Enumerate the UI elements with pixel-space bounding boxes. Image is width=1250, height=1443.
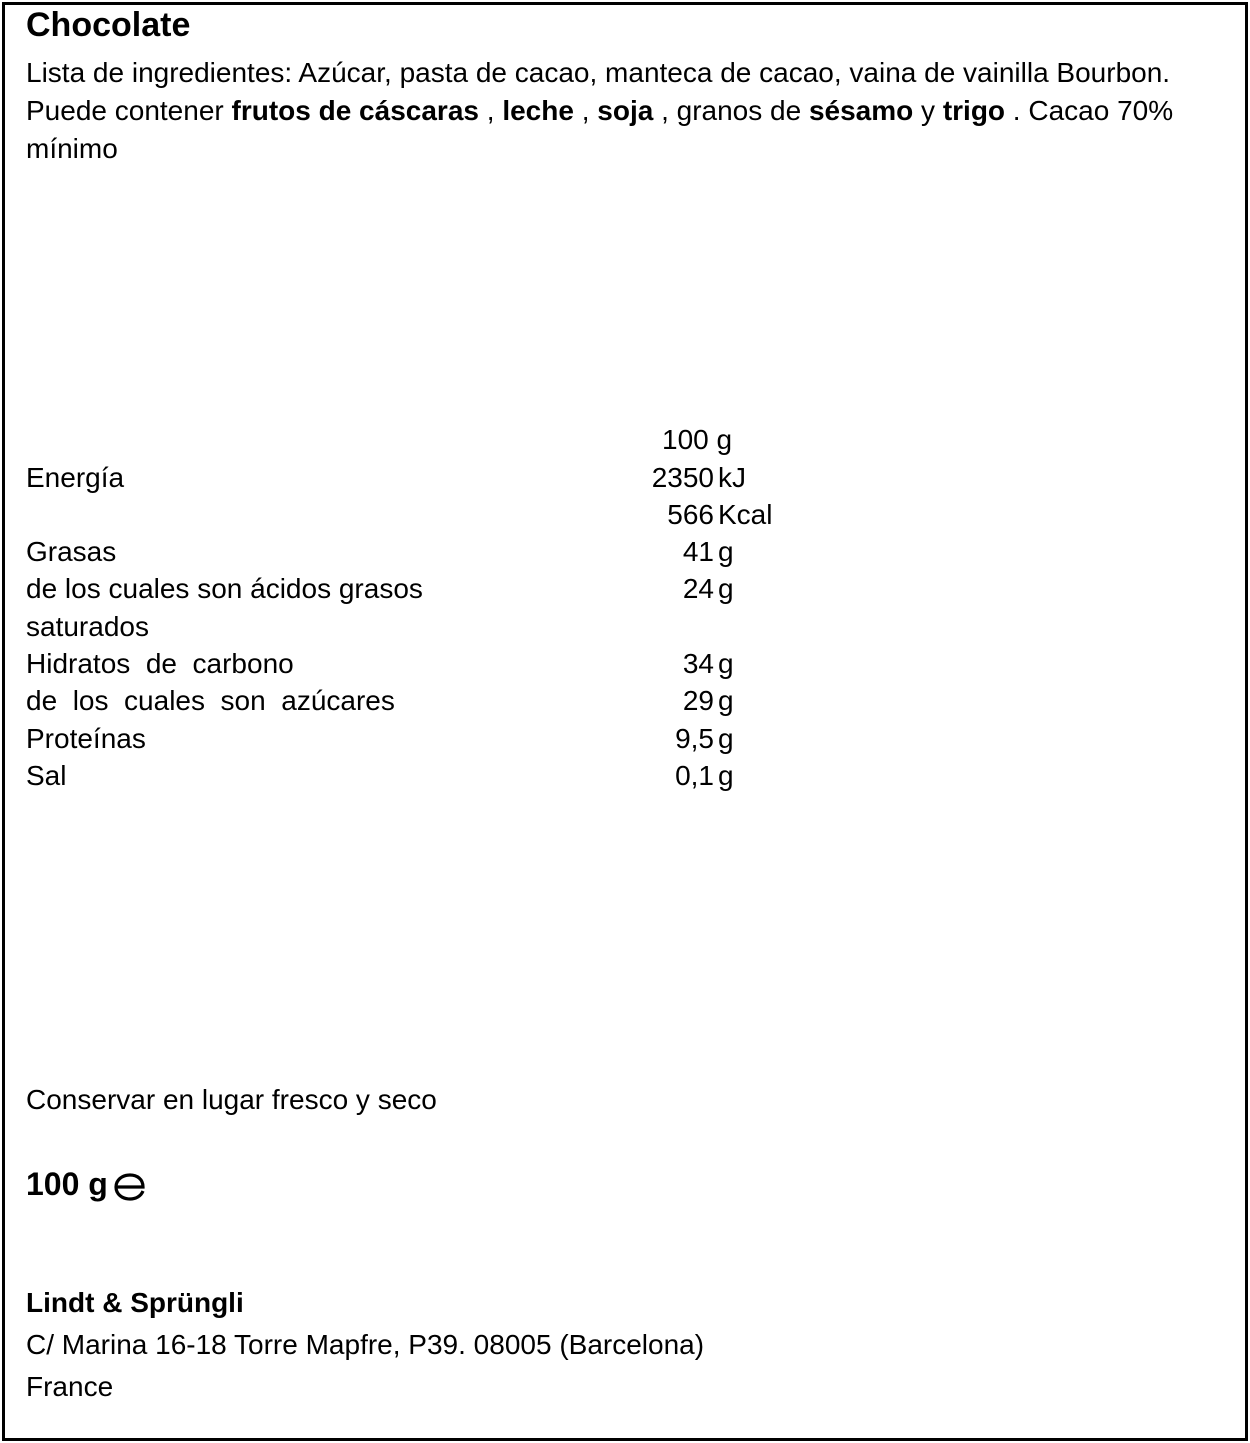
nutrition-row-saturated-cont: [26, 608, 826, 646]
nutrition-unit: g: [718, 760, 734, 791]
nutrition-unit: g: [718, 536, 734, 567]
nutrition-label: Energía: [26, 462, 125, 493]
nutrition-header: 100 g: [662, 424, 733, 455]
product-title: Chocolate: [26, 6, 191, 44]
nutrition-label: de los cuales son azúcares: [26, 685, 395, 716]
nutrition-unit: g: [718, 648, 734, 679]
nutrition-value: 0,1: [675, 760, 714, 791]
ingredients-text: ,: [573, 95, 598, 126]
ingredients-list: [26, 54, 1216, 168]
nutrition-unit: Kcal: [718, 499, 773, 530]
nutrition-unit: g: [718, 685, 734, 716]
nutrition-value: 24: [682, 573, 714, 604]
ingredients-text: . Cacao 70% mínimo: [26, 95, 1174, 164]
nutrition-row-carbohydrates: [26, 645, 826, 683]
estimated-sign-icon: [112, 1169, 148, 1199]
nutrition-value: 41: [682, 536, 714, 567]
nutrition-row-saturated-fat: [26, 570, 826, 608]
nutrition-label: Sal: [26, 760, 67, 791]
ingredients-text: ,: [478, 95, 503, 126]
company-name: Lindt & Sprüngli: [26, 1287, 244, 1318]
nutrition-label: Grasas: [26, 536, 117, 567]
country-of-origin: France: [26, 1371, 114, 1402]
nutrition-value: 29: [682, 685, 714, 716]
nutrition-row-energy-kcal: [26, 496, 826, 534]
ingredients-text: , granos de: [653, 95, 809, 126]
storage-instructions: Conservar en lugar fresco y seco: [26, 1084, 437, 1115]
company-address: C/ Marina 16-18 Torre Mapfre, P39. 08005 (Barcelona): [26, 1329, 705, 1360]
nutrition-label: Hidratos de carbono: [26, 648, 294, 679]
nutrition-unit: kJ: [718, 462, 746, 493]
nutrition-value: 34: [682, 648, 714, 679]
nutrition-value: 2350: [651, 462, 714, 493]
ingredients-text: y: [913, 95, 943, 126]
nutrition-row-energy-kj: [26, 459, 826, 497]
nutrition-row-salt: [26, 757, 826, 795]
ingredients-text: Lista de ingredientes: Azúcar, pasta de cacao, manteca de cacao, vaina de vainilla Bourbon. Puede contener: [26, 57, 1171, 126]
allergen-soy: soja: [597, 95, 654, 126]
nutrition-value: 9,5: [675, 723, 714, 754]
allergen-milk: leche: [502, 95, 574, 126]
nutrition-value: 566: [667, 499, 714, 530]
net-weight-value: 100 g: [26, 1166, 108, 1202]
net-weight: [26, 1162, 148, 1206]
allergen-sesame: sésamo: [808, 95, 914, 126]
allergen-nuts: frutos de cáscaras: [231, 95, 479, 126]
nutrition-unit: g: [718, 573, 734, 604]
nutrition-label: saturados: [26, 611, 149, 642]
allergen-wheat: trigo: [942, 95, 1006, 126]
nutrition-label: Proteínas: [26, 723, 146, 754]
nutrition-unit: g: [718, 723, 734, 754]
nutrition-row-sugars: [26, 682, 826, 720]
nutrition-row-fat: [26, 533, 826, 571]
nutrition-row-protein: [26, 720, 826, 758]
nutrition-label: de los cuales son ácidos grasos: [26, 573, 423, 604]
